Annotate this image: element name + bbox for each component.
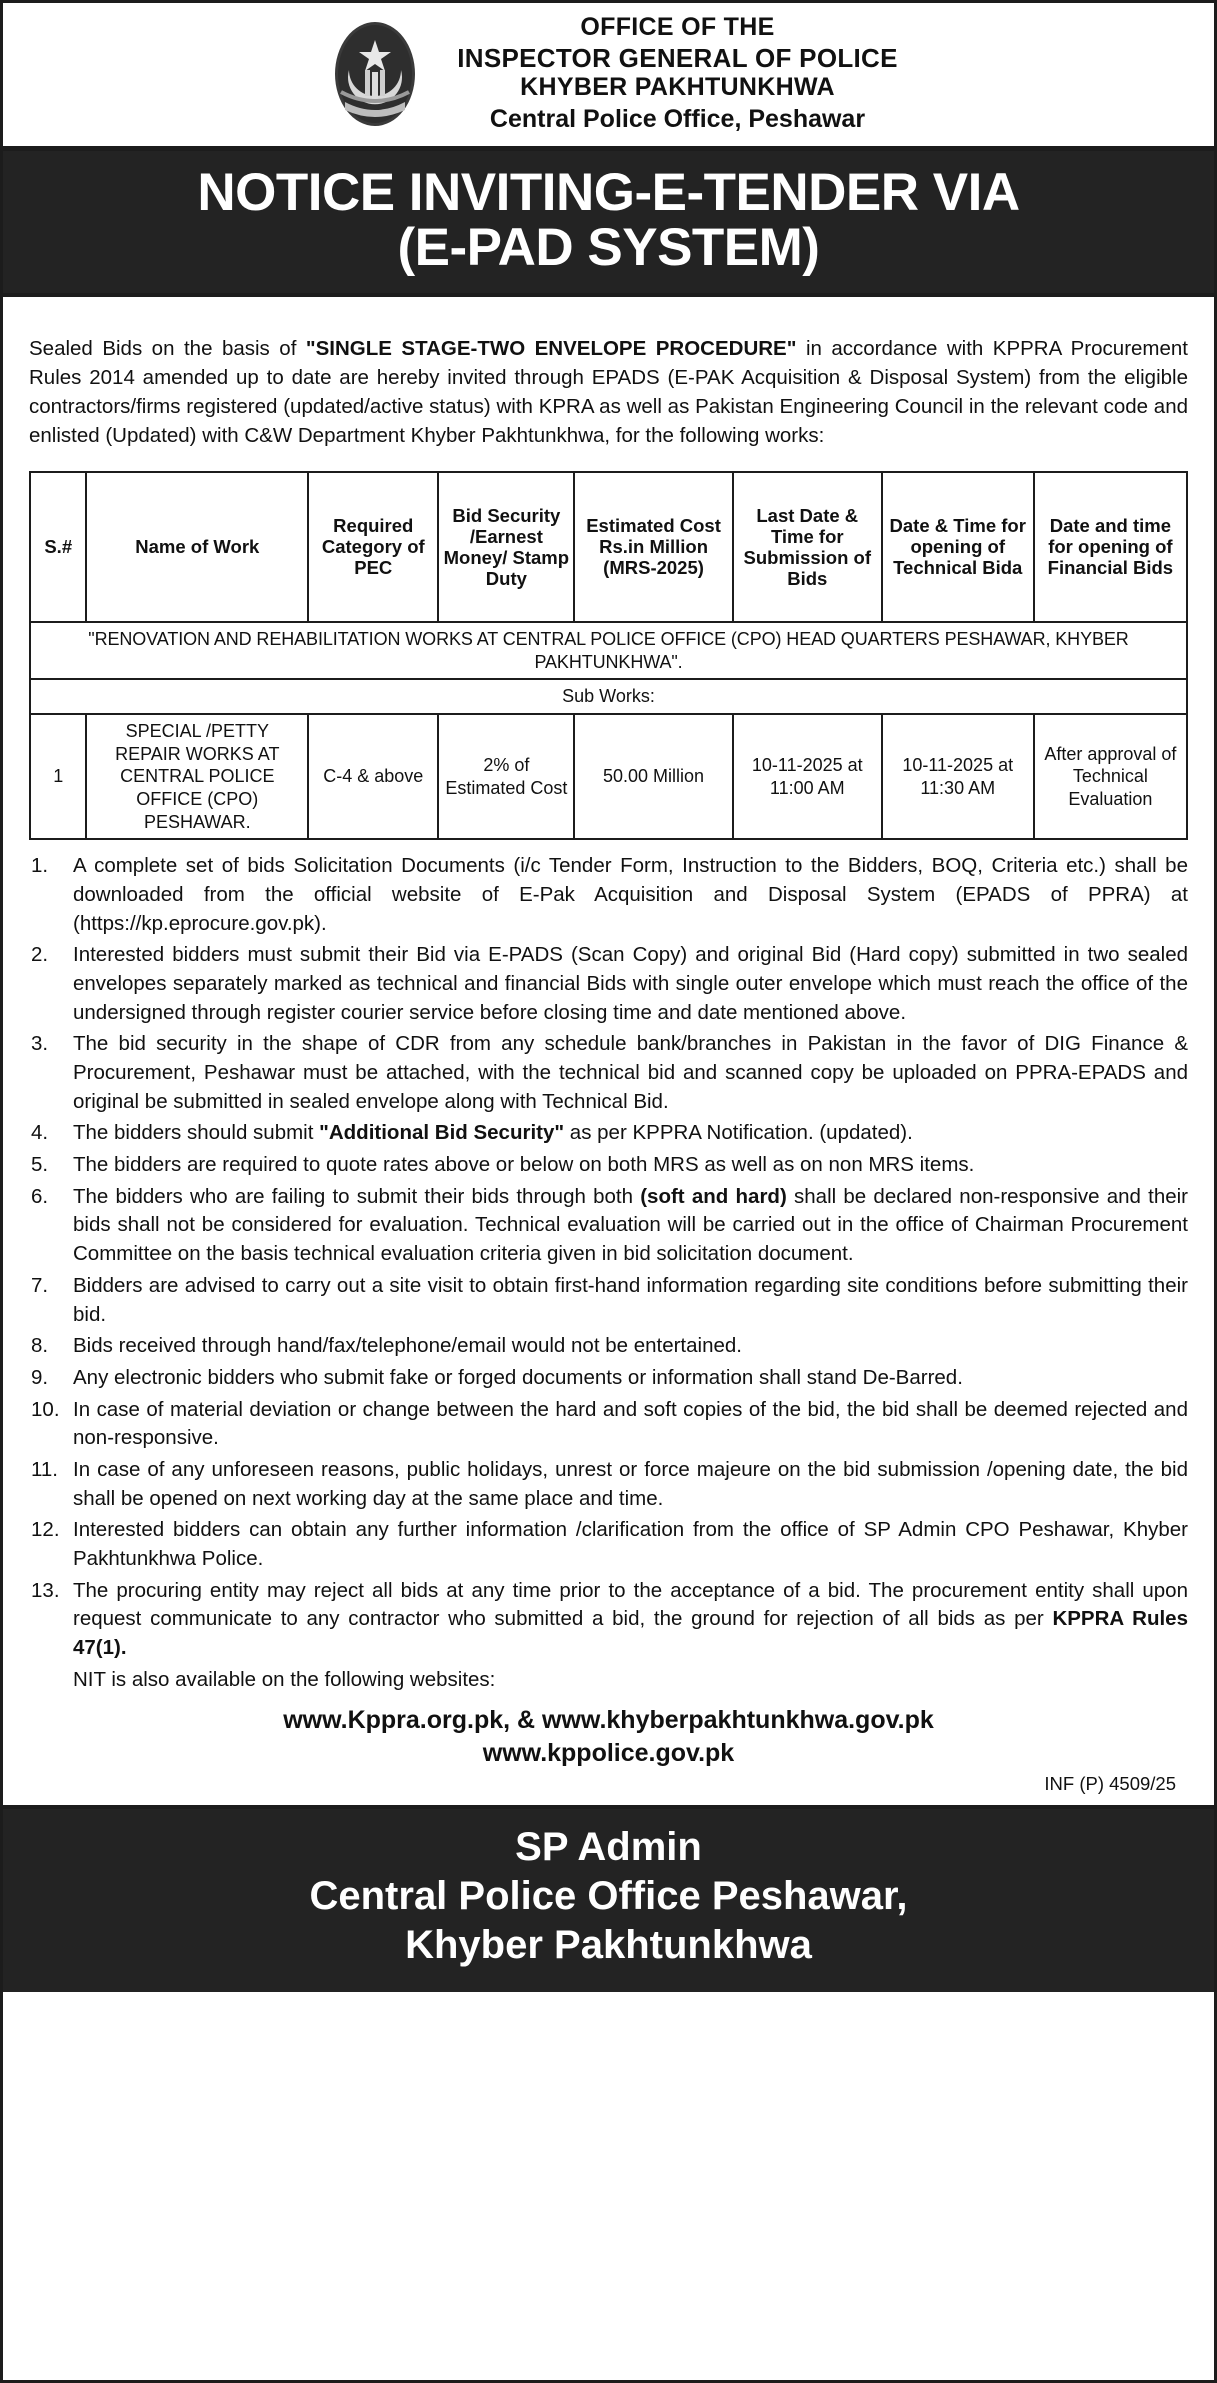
col-header-technical-opening: Date & Time for opening of Technical Bida (882, 472, 1034, 622)
footer-line-1: SP Admin (515, 1825, 702, 1870)
list-item (29, 1396, 1188, 1453)
cell-last-date-submission: 10-11-2025 at 11:00 AM (733, 714, 882, 839)
table-row (30, 714, 1187, 839)
inf-reference-number: INF (P) 4509/25 (1044, 1773, 1176, 1795)
intro-part-1: Sealed Bids on the basis of (29, 336, 306, 360)
website-line-1[interactable]: www.Kppra.org.pk, & www.khyberpakhtunkhwa.gov.pk (283, 1706, 934, 1735)
header-line-2: INSPECTOR GENERAL OF POLICE (457, 42, 898, 73)
document-header (3, 3, 1214, 151)
term-bold: "Additional Bid Security" (319, 1121, 565, 1145)
table-header-row (30, 472, 1187, 622)
term-text: Bids received through hand/fax/telephone/email would not be entertained. (73, 1334, 742, 1358)
term-text: In case of material deviation or change between the hard and soft copies of the bid, the bid shall be deemed rejected and non-responsive. (73, 1397, 1188, 1450)
cell-financial-opening: After approval of Technical Evaluation (1034, 714, 1187, 839)
term-pre: The bidders who are failing to submit their bids through both (73, 1184, 641, 1208)
intro-bold-procedure: "SINGLE STAGE-TWO ENVELOPE PROCEDURE" (305, 336, 797, 360)
intro-part-2: in accordance with KPPRA Procurement Rules 2014 amended up to date are hereby invited through EPADS (E-PAK Acquisition & Disposal System) from the eligible contractors/firms registered (updated/active status) with KPRA as well as Pakistan Engineering Council in the relevant code and enlisted (Updated) with C&W Department Khyber Pakhtunkhwa, for the following works: (29, 336, 1188, 448)
term-text: Bidders are advised to carry out a site visit to obtain first-hand information regarding site conditions before submitting their bid. (73, 1273, 1188, 1326)
term-post: shall be declared non-responsive and their bids shall not be considered for evaluation. Technical evaluation will be carried out in the office of Chairman Procurement Committee on the basis technical evaluation criteria given in bid solicitation document. (73, 1184, 1188, 1266)
col-header-pec-category: Required Category of PEC (308, 472, 438, 622)
term-text: The bidders are required to quote rates above or below on both MRS as well as on non MRS items. (73, 1153, 975, 1177)
list-item (29, 1119, 1188, 1148)
notice-title-line-2: (E-PAD SYSTEM) (397, 218, 820, 278)
list-item (29, 1577, 1188, 1663)
col-header-name-of-work: Name of Work (86, 472, 308, 622)
website-line-2[interactable]: www.kppolice.gov.pk (482, 1738, 735, 1767)
term-pre: The procuring entity may reject all bids at any time prior to the acceptance of a bid. The procurement entity shall upon request communicate to any contractor who submitted a bid, the ground for rejection of all bids as per (73, 1578, 1188, 1631)
list-item (29, 941, 1188, 1027)
list-item (29, 1456, 1188, 1513)
term-pre: The bidders should submit (73, 1121, 320, 1145)
project-title-row (30, 622, 1187, 679)
nit-availability-note: NIT is also available on the following websites: (73, 1667, 496, 1691)
document-body (3, 297, 1214, 1805)
col-header-bid-security: Bid Security /Earnest Money/ Stamp Duty (438, 472, 574, 622)
term-text: In case of any unforeseen reasons, public holidays, unrest or force majeure on the bid submission /opening date, the bid shall be opened on next working day at the same place and time. (73, 1457, 1188, 1510)
header-line-1: OFFICE OF THE (580, 13, 775, 41)
term-text: Interested bidders can obtain any further information /clarification from the office of SP Admin CPO Peshawar, Khyber Pakhtunkhwa Police. (73, 1518, 1188, 1571)
police-emblem-icon (319, 18, 431, 130)
notice-title-banner (3, 151, 1214, 297)
websites-block (29, 1704, 1188, 1769)
header-text-block (457, 13, 898, 134)
list-item (29, 1151, 1188, 1180)
col-header-estimated-cost: Estimated Cost Rs.in Million (MRS-2025) (574, 472, 733, 622)
list-item (29, 1516, 1188, 1573)
cell-bid-security: 2% of Estimated Cost (438, 714, 574, 839)
tender-details-table (29, 471, 1188, 840)
col-header-serial: S.# (30, 472, 86, 622)
list-item (29, 1332, 1188, 1361)
footer-line-3: Khyber Pakhtunkhwa (405, 1923, 812, 1968)
term-text: A complete set of bids Solicitation Documents (i/c Tender Form, Instruction to the Bidders, BOQ, Criteria etc.) shall be downloaded from the official website of E-Pak Acquisition and Disposal System (EPADS of PPRA) at (https://kp.eprocure.gov.pk). (73, 854, 1188, 935)
term-bold: (soft and hard) (640, 1184, 787, 1208)
cell-serial: 1 (30, 714, 86, 839)
list-item (29, 1030, 1188, 1116)
col-header-financial-opening: Date and time for opening of Financial Bids (1034, 472, 1187, 622)
intro-paragraph (29, 334, 1188, 450)
cell-name-of-work: SPECIAL /PETTY REPAIR WORKS AT CENTRAL POLICE OFFICE (CPO) PESHAWAR. (86, 714, 308, 839)
list-item (29, 852, 1188, 938)
term-text: Interested bidders must submit their Bid via E-PADS (Scan Copy) and original Bid (Hard copy) submitted in two sealed envelopes separately marked as technical and financial Bids with single outer envelope which must reach the office of the undersigned through register courier service before closing time and date mentioned above. (73, 943, 1188, 1024)
footer-line-2: Central Police Office Peshawar, (309, 1874, 908, 1919)
project-title-cell: "RENOVATION AND REHABILITATION WORKS AT CENTRAL POLICE OFFICE (CPO) HEAD QUARTERS PESHAWAR, KHYBER PAKHTUNKHWA". (30, 622, 1187, 679)
header-line-3: KHYBER PAKHTUNKHWA (520, 73, 835, 102)
cell-technical-opening: 10-11-2025 at 11:30 AM (882, 714, 1034, 839)
subworks-label-row (30, 679, 1187, 714)
subworks-label-cell: Sub Works: (30, 679, 1187, 714)
term-post: as per KPPRA Notification. (updated). (564, 1121, 913, 1145)
term-bold: KPPRA Rules 47(1). (73, 1607, 1188, 1660)
list-item (29, 1183, 1188, 1269)
list-item (29, 1364, 1188, 1393)
col-header-last-date-submission: Last Date & Time for Submission of Bids (733, 472, 882, 622)
notice-title-line-1: NOTICE INVITING-E-TENDER VIA (197, 163, 1020, 223)
list-item (29, 1272, 1188, 1329)
term-text: The bid security in the shape of CDR from any schedule bank/branches in Pakistan in the favor of DIG Finance & Procurement, Peshawar must be attached, with the technical bid and scanned copy be uploaded on PPRA-EPADS and original be submitted in sealed envelope along with Technical Bid. (73, 1032, 1188, 1113)
signature-footer-banner (3, 1805, 1214, 1991)
terms-and-conditions-list (29, 852, 1188, 1663)
header-line-4: Central Police Office, Peshawar (489, 104, 866, 133)
term-text: Any electronic bidders who submit fake or forged documents or information shall stand De-Barred. (73, 1365, 963, 1389)
cell-estimated-cost: 50.00 Million (574, 714, 733, 839)
cell-pec-category: C-4 & above (308, 714, 438, 839)
